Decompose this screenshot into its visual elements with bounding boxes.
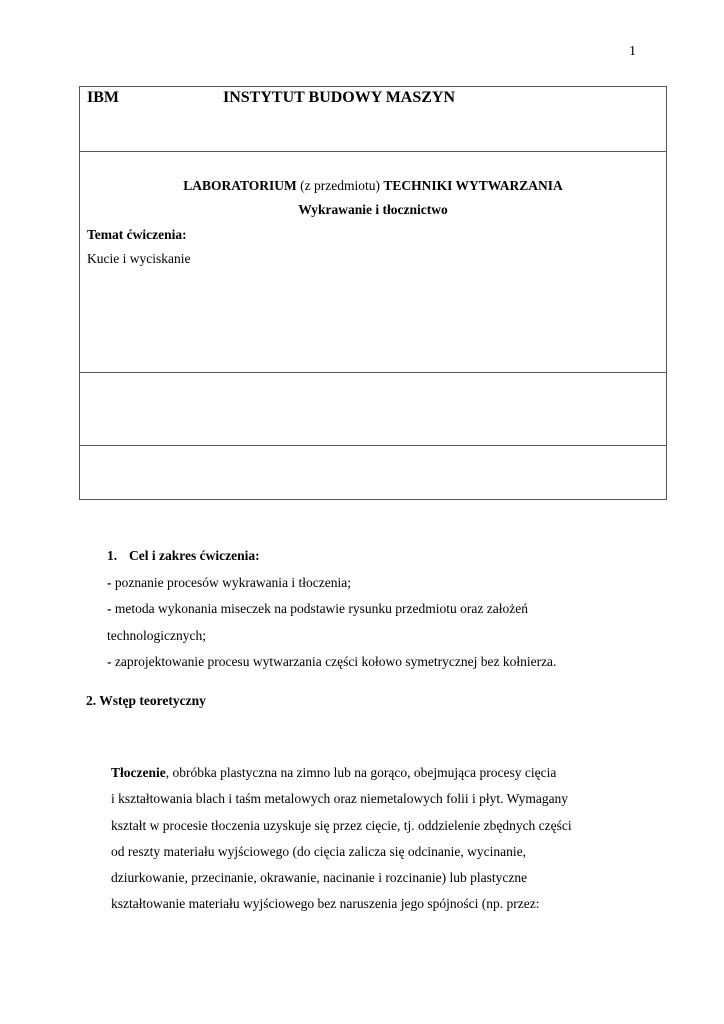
goal-item: [107, 623, 667, 650]
goal-text: metoda wykonania miseczek na podstawie rysunku przedmiotu oraz założeń: [111, 601, 528, 616]
lab-middle: (z przedmiotu): [296, 178, 384, 193]
lab-subject: TECHNIKI WYTWARZANIA: [383, 178, 563, 193]
paragraph-line: [111, 760, 651, 786]
goal-dash: -: [107, 654, 112, 669]
topic-label: Temat ćwiczenia:: [87, 227, 187, 242]
section-goals: [107, 543, 667, 676]
lab-info-row: [80, 152, 666, 373]
goal-item: [107, 570, 667, 597]
institute-row: [80, 87, 666, 152]
goal-text: technologicznych;: [107, 627, 206, 643]
institute-name: INSTYTUT BUDOWY MASZYN: [223, 89, 456, 106]
goal-item: [107, 649, 667, 676]
paragraph-line-rest: , obróbka plastyczna na zimno lub na gorąco, obejmująca procesy cięcia: [165, 765, 557, 780]
paragraph-line: od reszty materiału wyjściowego (do cięcia zalicza się odcinanie, wycinanie,: [111, 843, 526, 859]
goal-item: [107, 596, 667, 623]
header-table: [79, 86, 667, 500]
paragraph-line: kształt w procesie tłoczenia uzyskuje się przez cięcie, tj. oddzielenie zbędnych części: [111, 817, 572, 833]
section-goals-title: Cel i zakres ćwiczenia:: [129, 548, 260, 563]
subject-title: Wykrawanie i tłocznictwo: [298, 202, 448, 217]
section-theory-heading: 2. Wstęp teoretyczny: [86, 693, 206, 708]
goal-dash: -: [107, 601, 112, 616]
page-number: 1: [629, 44, 636, 59]
empty-row-2: [80, 446, 666, 501]
theory-paragraph: [111, 760, 651, 918]
paragraph-line: dziurkowanie, przecinanie, okrawanie, nacinanie i rozcinanie) lub plastyczne: [111, 870, 528, 886]
laboratory-line: [80, 178, 666, 194]
paragraph-line: kształtowanie materiału wyjściowego bez naruszenia jego spójności (np. przez:: [111, 896, 540, 912]
goal-text: poznanie procesów wykrawania i tłoczenia;: [111, 574, 352, 590]
institute-abbreviation: IBM: [87, 89, 119, 106]
empty-row-1: [80, 373, 666, 446]
topic-value: Kucie i wyciskanie: [87, 251, 191, 266]
goal-dash: -: [107, 574, 112, 590]
term-tloczenie: Tłoczenie: [111, 765, 166, 780]
section-goals-number: 1.: [107, 548, 118, 563]
goal-text: zaprojektowanie procesu wytwarzania części kołowo symetrycznej bez kołnierza.: [111, 654, 557, 669]
lab-prefix: LABORATORIUM: [183, 178, 297, 193]
paragraph-line: i kształtowania blach i taśm metalowych oraz niemetalowych folii i płyt. Wymagany: [111, 791, 569, 807]
section-goals-heading: [107, 543, 667, 570]
